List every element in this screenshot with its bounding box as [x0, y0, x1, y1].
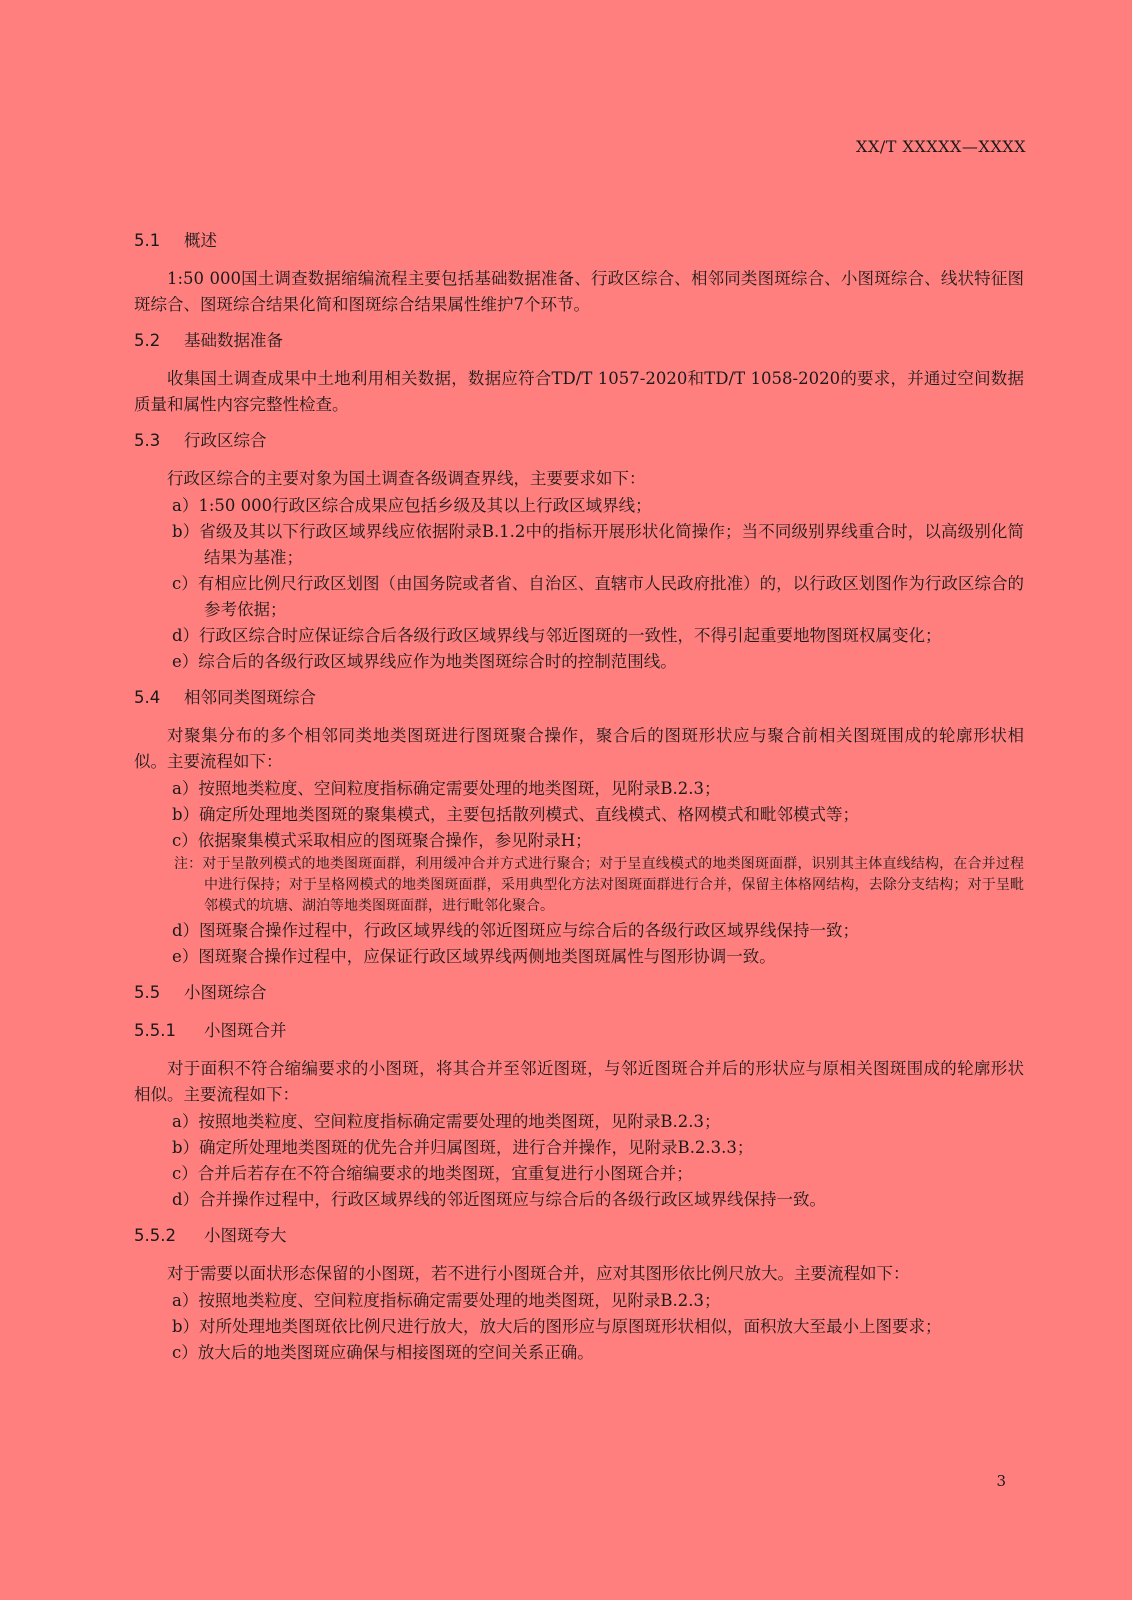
paragraph: 收集国土调查成果中土地利用相关数据，数据应符合TD/T 1057-2020和TD/T 1058-2020的要求，并通过空间数据质量和属性内容完整性检查。: [134, 369, 1024, 414]
section-number: 5.4: [134, 688, 161, 707]
section-title: 基础数据准备: [184, 331, 283, 350]
subsection-heading: [134, 1223, 1024, 1249]
list-item: b）确定所处理地类图斑的优先合并归属图斑，进行合并操作，见附录B.2.3.3；: [172, 1138, 754, 1157]
list-item: b）对所处理地类图斑依比例尺进行放大，放大后的图形应与原图斑形状相似，面积放大至最小上图要求；: [172, 1317, 942, 1336]
section-number: 5.1: [134, 231, 161, 250]
section-heading: [134, 428, 1024, 454]
section-title: 小图斑夸大: [204, 1226, 287, 1245]
section-heading: [134, 980, 1024, 1006]
list-item: b）省级及其以下行政区域界线应依据附录B.1.2中的指标开展形状化简操作；当不同级别界线重合时，以高级别化简结果为基准；: [172, 522, 1024, 567]
list-item: d）行政区综合时应保证综合后各级行政区域界线与邻近图斑的一致性，不得引起重要地物图斑权属变化；: [172, 626, 942, 645]
page-number: 3: [996, 1472, 1006, 1490]
list-item: a）按照地类粒度、空间粒度指标确定需要处理的地类图斑，见附录B.2.3；: [172, 1291, 721, 1310]
list-item: d）合并操作过程中，行政区域界线的邻近图斑应与综合后的各级行政区域界线保持一致。: [172, 1190, 827, 1209]
list-item: c）有相应比例尺行政区划图（由国务院或者省、自治区、直辖市人民政府批准）的，以行政区划图作为行政区综合的参考依据；: [172, 574, 1024, 619]
list-item: e）综合后的各级行政区域界线应作为地类图斑综合时的控制范围线。: [172, 652, 677, 671]
list-item: a）按照地类粒度、空间粒度指标确定需要处理的地类图斑，见附录B.2.3；: [172, 779, 721, 798]
paragraph: 对于面积不符合缩编要求的小图斑，将其合并至邻近图斑，与邻近图斑合并后的形状应与原相关图斑围成的轮廓形状相似。主要流程如下：: [134, 1059, 1024, 1104]
paragraph: 行政区综合的主要对象为国土调查各级调查界线，主要要求如下：: [167, 469, 646, 488]
subsection-heading: [134, 1018, 1024, 1044]
section-title: 概述: [184, 231, 217, 250]
paragraph: 1:50 000国土调查数据缩编流程主要包括基础数据准备、行政区综合、相邻同类图斑综合、小图斑综合、线状特征图斑综合、图斑综合结果化简和图斑综合结果属性维护7个环节。: [134, 269, 1024, 314]
list-item: c）放大后的地类图斑应确保与相接图斑的空间关系正确。: [172, 1343, 594, 1362]
paragraph: 对聚集分布的多个相邻同类地类图斑进行图斑聚合操作，聚合后的图斑形状应与聚合前相关图斑围成的轮廓形状相似。主要流程如下：: [134, 726, 1024, 771]
list-item: a）按照地类粒度、空间粒度指标确定需要处理的地类图斑，见附录B.2.3；: [172, 1112, 721, 1131]
document-body: [134, 228, 1024, 1376]
section-number: 5.5: [134, 983, 161, 1002]
section-title: 小图斑综合: [184, 983, 267, 1002]
paragraph: 对于需要以面状形态保留的小图斑，若不进行小图斑合并，应对其图形依比例尺放大。主要流程如下：: [167, 1264, 910, 1283]
section-number: 5.2: [134, 331, 161, 350]
list-item: c）依据聚集模式采取相应的图斑聚合操作，参见附录H；: [172, 831, 592, 850]
section-heading: [134, 228, 1024, 254]
list-item: b）确定所处理地类图斑的聚集模式，主要包括散列模式、直线模式、格网模式和毗邻模式等；: [172, 805, 860, 824]
section-number: 5.3: [134, 431, 161, 450]
document-code: XX/T XXXXX—XXXX: [856, 137, 1026, 156]
section-heading: [134, 328, 1024, 354]
section-title: 相邻同类图斑综合: [184, 688, 316, 707]
section-title: 小图斑合并: [204, 1021, 287, 1040]
list-item: a）1:50 000行政区综合成果应包括乡级及其以上行政区域界线；: [172, 496, 652, 515]
section-number: 5.5.2: [134, 1226, 176, 1245]
list-item: d）图斑聚合操作过程中，行政区域界线的邻近图斑应与综合后的各级行政区域界线保持一致；: [172, 921, 860, 940]
list-item: e）图斑聚合操作过程中，应保证行政区域界线两侧地类图斑属性与图形协调一致。: [172, 947, 776, 966]
section-heading: [134, 685, 1024, 711]
list-item: c）合并后若存在不符合缩编要求的地类图斑，宜重复进行小图斑合并；: [172, 1164, 693, 1183]
section-title: 行政区综合: [184, 431, 267, 450]
section-number: 5.5.1: [134, 1021, 176, 1040]
note: 注：对于呈散列模式的地类图斑面群，利用缓冲合并方式进行聚合；对于呈直线模式的地类图斑面群，识别其主体直线结构，在合并过程中进行保持；对于呈格网模式的地类图斑面群，采用典型化方法对图斑面群进行合并，保留主体格网结构，去除分支结构；对于呈毗邻模式的坑塘、湖泊等地类图斑面群，进行毗邻化聚合。: [174, 856, 1024, 914]
